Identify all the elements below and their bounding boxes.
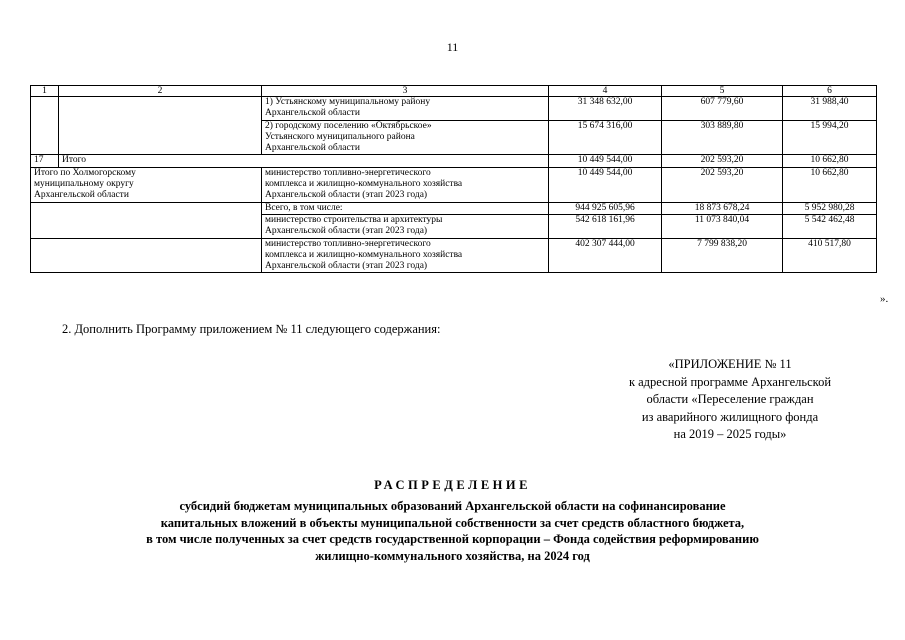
- amount-cell: 10 449 544,00: [549, 155, 662, 167]
- amount-cell: 402 307 444,00: [549, 238, 662, 273]
- closing-quote: ».: [880, 293, 889, 305]
- cell-line: министерство топливно-энергетического: [265, 238, 431, 249]
- amount-cell: 15 994,20: [783, 120, 877, 155]
- cell-line: Архангельской области (этап 2023 года): [265, 226, 428, 237]
- recipient-cell: [262, 120, 549, 155]
- amount-cell: 7 799 838,20: [662, 238, 783, 273]
- instruction-paragraph: 2. Дополнить Программу приложением № 11 следующего содержания:: [62, 322, 441, 336]
- cell-line: Архангельской области (этап 2023 года): [265, 190, 428, 201]
- amount-cell: 5 952 980,28: [783, 202, 877, 214]
- amount-cell: 303 889,80: [662, 120, 783, 155]
- amount-cell: 202 593,20: [662, 155, 783, 167]
- ministry-cell: [262, 238, 549, 273]
- header-cell: 4: [549, 86, 662, 97]
- amount-cell: 11 073 840,04: [662, 214, 783, 238]
- row-number-cell: 17: [31, 155, 59, 167]
- table-row: [31, 167, 877, 202]
- header-cell: 5: [662, 86, 783, 97]
- cell-line: Архангельской области: [265, 143, 360, 154]
- table-header-row: [31, 86, 877, 97]
- ministry-cell: [262, 167, 549, 202]
- table-row: [31, 97, 877, 121]
- amount-cell: 31 988,40: [783, 97, 877, 121]
- amount-cell: 18 873 678,24: [662, 202, 783, 214]
- ministry-cell: [262, 214, 549, 238]
- cell-line: 1) Устьянскому муниципальному району: [265, 97, 431, 107]
- amount-cell: 542 618 161,96: [549, 214, 662, 238]
- subtitle-line: субсидий бюджетам муниципальных образований Архангельской области на софинансирование: [179, 499, 726, 513]
- cell-line: Архангельской области: [34, 190, 129, 201]
- cell-line: Архангельской области (этап 2023 года): [265, 261, 428, 272]
- amount-cell: 10 662,80: [783, 167, 877, 202]
- amount-cell: 410 517,80: [783, 238, 877, 273]
- page-number: 11: [446, 40, 459, 54]
- cell-line: Итого по Холмогорскому: [34, 167, 136, 178]
- total-label-cell: Итого: [59, 155, 549, 167]
- table-cell: [31, 202, 262, 238]
- table-cell: [59, 97, 262, 155]
- appendix-line: на 2019 – 2025 годы»: [673, 427, 787, 441]
- cell-line: 2) городскому поселению «Октябрьское»: [265, 120, 432, 131]
- total-district-cell: [31, 167, 262, 202]
- distribution-subtitle: [0, 498, 905, 564]
- table-row: [31, 202, 877, 214]
- cell-line: комплекса и жилищно-коммунального хозяйства: [265, 249, 463, 260]
- header-cell: 6: [783, 86, 877, 97]
- appendix-line: к адресной программе Архангельской: [628, 374, 832, 389]
- appendix-line: области «Переселение граждан: [646, 392, 814, 406]
- amount-cell: 10 449 544,00: [549, 167, 662, 202]
- distribution-title: РАСПРЕДЕЛЕНИЕ: [374, 478, 531, 492]
- amount-cell: 5 542 462,48: [783, 214, 877, 238]
- cell-line: комплекса и жилищно-коммунального хозяйства: [265, 179, 463, 190]
- subtitle-line: жилищно-коммунального хозяйства, на 2024 год: [315, 548, 590, 563]
- table-row: [31, 238, 877, 273]
- amount-cell: 31 348 632,00: [549, 97, 662, 121]
- cell-line: Архангельской области: [265, 108, 360, 119]
- amount-cell: 202 593,20: [662, 167, 783, 202]
- appendix-line: «ПРИЛОЖЕНИЕ № 11: [668, 357, 792, 371]
- appendix-heading: [580, 356, 880, 444]
- header-cell: 1: [31, 86, 59, 97]
- cell-line: Устьянского муниципального района: [265, 131, 415, 142]
- cell-line: министерство строительства и архитектуры: [265, 214, 443, 225]
- table-cell: [31, 238, 262, 273]
- amount-cell: 944 925 605,96: [549, 202, 662, 214]
- grand-total-label-cell: Всего, в том числе:: [262, 202, 549, 214]
- distribution-table: [30, 85, 877, 273]
- table-cell: [31, 97, 59, 155]
- appendix-line: из аварийного жилищного фонда: [641, 409, 819, 424]
- header-cell: 2: [59, 86, 262, 97]
- amount-cell: 15 674 316,00: [549, 120, 662, 155]
- amount-cell: 10 662,80: [783, 155, 877, 167]
- cell-line: муниципальному округу: [34, 179, 134, 190]
- table-row: [31, 155, 877, 167]
- recipient-cell: [262, 97, 549, 121]
- cell-line: министерство топливно-энергетического: [265, 167, 431, 178]
- subtitle-line: капитальных вложений в объекты муниципальной собственности за счет средств областного бюджета,: [160, 515, 745, 530]
- amount-cell: 607 779,60: [662, 97, 783, 121]
- subtitle-line: в том числе полученных за счет средств государственной корпорации – Фонда содействия реформированию: [146, 532, 759, 546]
- header-cell: 3: [262, 86, 549, 97]
